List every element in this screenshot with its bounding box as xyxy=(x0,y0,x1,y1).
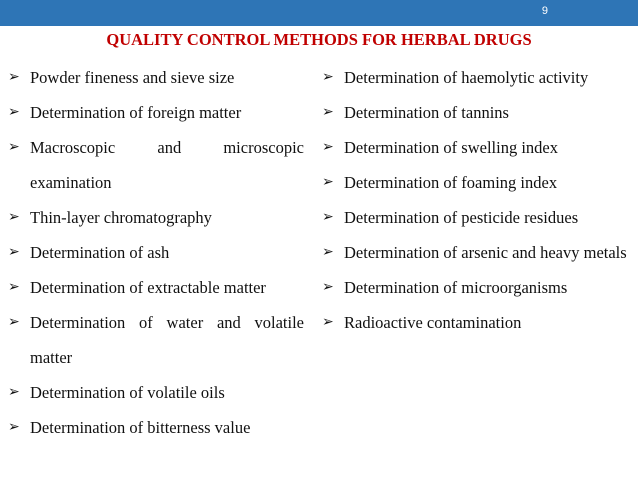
arrow-bullet-icon: ➢ xyxy=(322,315,334,330)
arrow-bullet-icon: ➢ xyxy=(8,210,20,225)
list-item: ➢ Powder fineness and sieve size xyxy=(8,60,304,95)
list-item: ➢ Determination of foreign matter xyxy=(8,95,304,130)
list-item: ➢ Determination of pesticide residues xyxy=(322,200,628,235)
arrow-bullet-icon: ➢ xyxy=(322,140,334,155)
arrow-bullet-icon: ➢ xyxy=(8,245,20,260)
arrow-bullet-icon: ➢ xyxy=(322,175,334,190)
arrow-bullet-icon: ➢ xyxy=(322,245,334,260)
arrow-bullet-icon: ➢ xyxy=(8,315,20,330)
list-item: ➢ Determination of foaming index xyxy=(322,165,628,200)
right-column-list xyxy=(322,60,628,340)
list-item: ➢ Determination of water and volatile matter xyxy=(8,305,304,375)
arrow-bullet-icon: ➢ xyxy=(322,105,334,120)
list-item: ➢ Determination of volatile oils xyxy=(8,375,304,410)
arrow-bullet-icon: ➢ xyxy=(8,70,20,85)
list-item: ➢ Determination of haemolytic activity xyxy=(322,60,628,95)
arrow-bullet-icon: ➢ xyxy=(8,140,20,155)
page-number: 9 xyxy=(541,5,548,17)
list-item: ➢ Determination of microorganisms xyxy=(322,270,628,305)
list-item: ➢ Determination of extractable matter xyxy=(8,270,304,305)
arrow-bullet-icon: ➢ xyxy=(8,105,20,120)
slide-title: QUALITY CONTROL METHODS FOR HERBAL DRUGS xyxy=(106,30,532,49)
list-item: ➢ Thin-layer chromatography xyxy=(8,200,304,235)
list-item: ➢ Macroscopic and microscopic examination xyxy=(8,130,304,200)
arrow-bullet-icon: ➢ xyxy=(322,70,334,85)
arrow-bullet-icon: ➢ xyxy=(8,420,20,435)
list-item: ➢ Determination of ash xyxy=(8,235,304,270)
list-item: ➢ Determination of arsenic and heavy metals xyxy=(322,235,628,270)
arrow-bullet-icon: ➢ xyxy=(322,280,334,295)
left-column-list xyxy=(8,60,304,445)
arrow-bullet-icon: ➢ xyxy=(322,210,334,225)
list-item: ➢ Radioactive contamination xyxy=(322,305,628,340)
list-item: ➢ Determination of swelling index xyxy=(322,130,628,165)
arrow-bullet-icon: ➢ xyxy=(8,385,20,400)
list-item: ➢ Determination of tannins xyxy=(322,95,628,130)
arrow-bullet-icon: ➢ xyxy=(8,280,20,295)
list-item: ➢ Determination of bitterness value xyxy=(8,410,304,445)
header-bar xyxy=(0,0,638,26)
